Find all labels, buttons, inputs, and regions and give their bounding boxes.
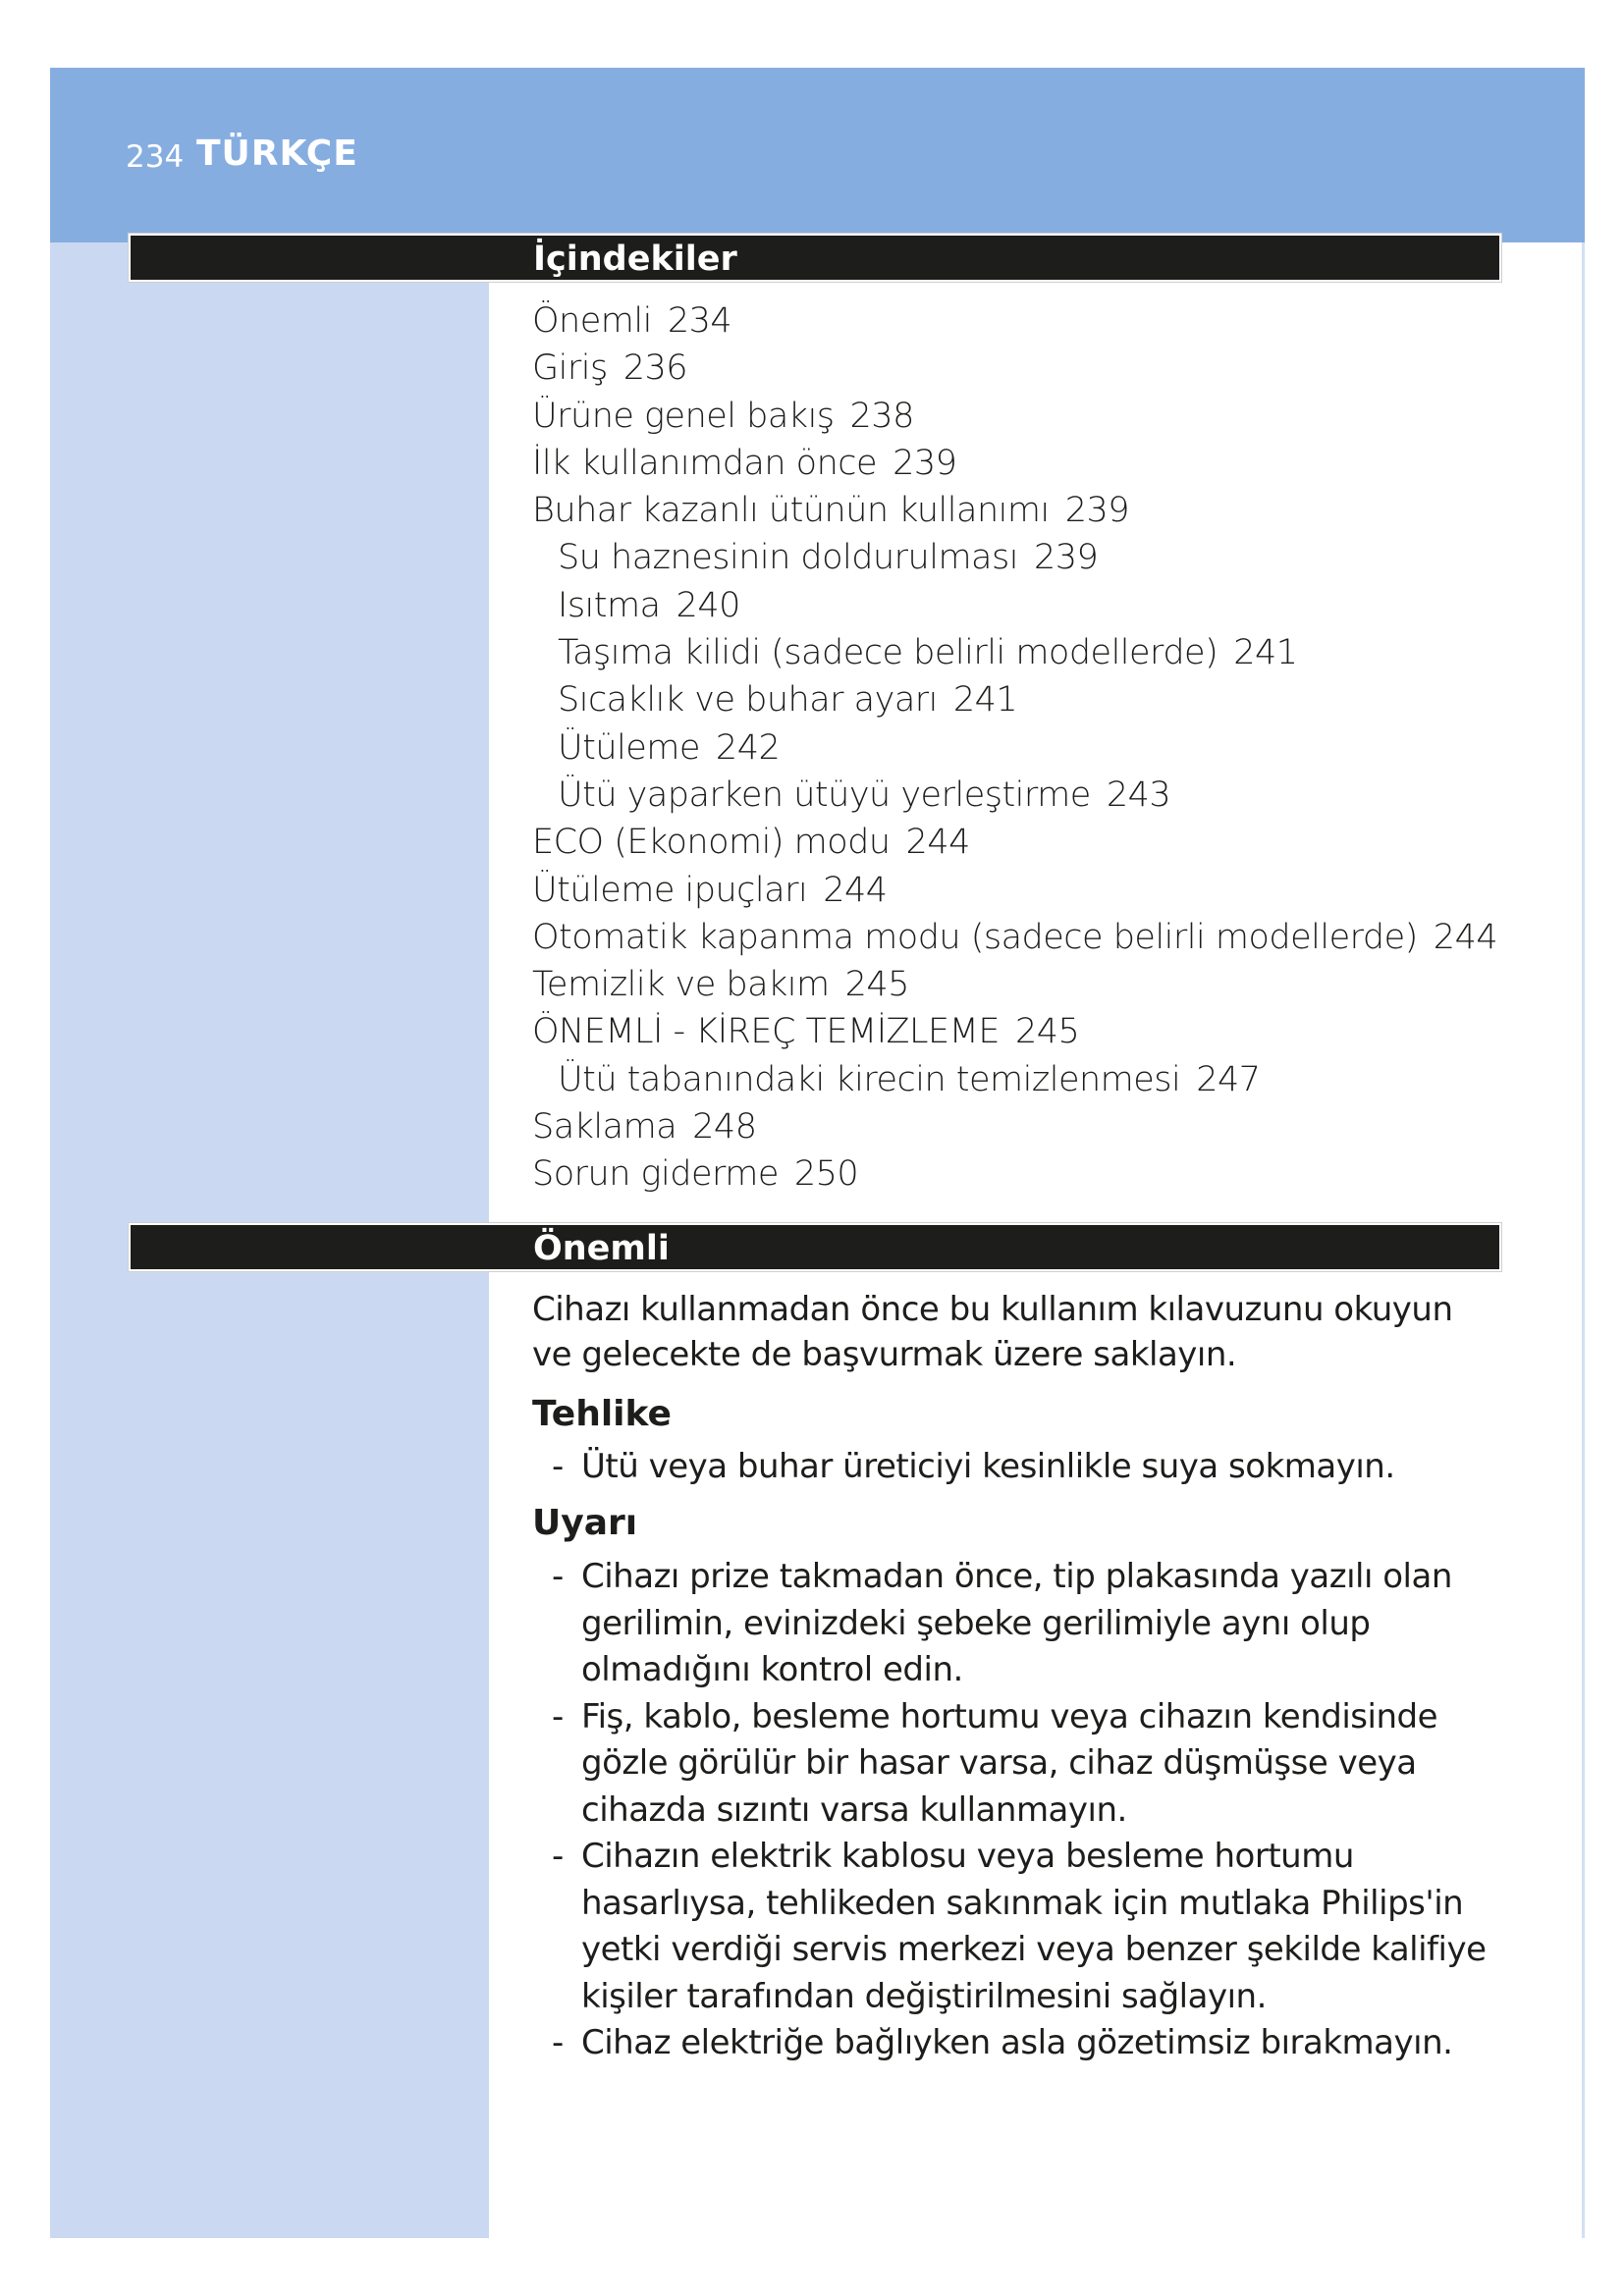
toc-page: 245 [844, 965, 909, 1005]
toc-subentry[interactable]: Ütüleme 242 [558, 727, 781, 768]
toc-page: 244 [1433, 917, 1498, 957]
toc-subentry[interactable]: Sıcaklık ve buhar ayarı 241 [558, 680, 1018, 721]
language-title: TÜRKÇE [196, 133, 358, 174]
toc-page: 241 [1233, 633, 1298, 673]
toc-subentry[interactable]: Isıtma 240 [558, 585, 740, 625]
warning-heading: Uyarı [532, 1503, 638, 1543]
toc-page: 243 [1106, 774, 1171, 815]
toc-title: İçindekiler [533, 240, 737, 279]
toc-page: 239 [893, 443, 957, 483]
toc-page: 236 [623, 348, 688, 389]
toc-entry[interactable]: Buhar kazanlı ütünün kullanımı 239 [532, 491, 1129, 531]
danger-heading: Tehlike [532, 1394, 672, 1434]
toc-entry[interactable]: Ürüne genel bakış 238 [532, 396, 914, 436]
toc-page: 244 [823, 870, 888, 910]
toc-page: 250 [793, 1154, 859, 1195]
toc-page: 234 [667, 301, 732, 341]
toc-entry[interactable]: ÖNEMLİ - KİREÇ TEMİZLEME 245 [532, 1012, 1080, 1052]
toc-entry[interactable]: Sorun giderme 250 [532, 1154, 859, 1195]
toc-page: 239 [1033, 538, 1099, 578]
toc-page: 241 [952, 680, 1018, 721]
toc-subentry[interactable]: Taşıma kilidi (sadece belirli modellerde) 241 [558, 633, 1298, 673]
toc-entry[interactable]: Giriş 236 [532, 348, 688, 389]
toc-entry[interactable]: Otomatik kapanma modu (sadece belirli modellerde) 244 [532, 917, 1498, 957]
toc-page: 239 [1064, 491, 1129, 531]
toc-page: 240 [676, 585, 740, 625]
toc-entry[interactable]: ECO (Ekonomi) modu 244 [532, 823, 970, 863]
toc-page: 247 [1196, 1059, 1261, 1099]
important-title: Önemli [533, 1229, 670, 1268]
table-of-contents [532, 297, 1497, 1199]
toc-entry[interactable]: Önemli 234 [532, 301, 732, 341]
toc-page: 242 [715, 727, 781, 768]
warning-list [552, 1554, 1524, 2067]
toc-heading-bar [129, 234, 1501, 282]
toc-page: 245 [1014, 1012, 1080, 1052]
toc-entry[interactable]: Saklama 248 [532, 1107, 757, 1148]
important-heading-bar [129, 1223, 1501, 1271]
toc-page: 244 [905, 823, 970, 863]
intro-paragraph: Cihazı kullanmadan önce bu kullanım kılavuzunu okuyun ve gelecekte de başvurmak üzere saklayın. [532, 1290, 1453, 1374]
toc-subentry[interactable]: Ütü yaparken ütüyü yerleştirme 243 [558, 774, 1171, 815]
danger-list [552, 1444, 1524, 1491]
warning-item: - Fiş, kablo, besleme hortumu veya cihazın kendisinde gözle görülür bir hasar varsa, cihaz düşmüşse veya cihazda sızıntı varsa kullanmayın. [552, 1694, 1524, 1835]
page-number: 234 [126, 139, 185, 175]
toc-entry[interactable]: Ütüleme ipuçları 244 [532, 870, 888, 910]
toc-entry[interactable]: İlk kullanımdan önce 239 [532, 443, 957, 483]
toc-subentry[interactable]: Su haznesinin doldurulması 239 [558, 538, 1099, 578]
danger-item: - Ütü veya buhar üreticiyi kesinlikle suya sokmayın. [552, 1444, 1524, 1491]
toc-subentry[interactable]: Ütü tabanındaki kirecin temizlenmesi 247 [558, 1059, 1261, 1099]
toc-entry[interactable]: Temizlik ve bakım 245 [532, 965, 909, 1005]
warning-item: - Cihazın elektrik kablosu veya besleme hortumu hasarlıysa, tehlikeden sakınmak için mutlaka Philips'in yetki verdiği servis merkezi veya benzer şekilde kalifiye kişiler tarafından değiştirilmesini sağlayın. [552, 1834, 1524, 2020]
right-margin-rule [1582, 242, 1585, 2238]
warning-item: - Cihaz elektriğe bağlıyken asla gözetimsiz bırakmayın. [552, 2020, 1524, 2067]
toc-page: 248 [692, 1107, 757, 1148]
warning-item: - Cihazı prize takmadan önce, tip plakasında yazılı olan gerilimin, evinizdeki şebeke gerilimiyle aynı olup olmadığını kontrol edin. [552, 1554, 1524, 1694]
toc-page: 238 [849, 396, 914, 436]
